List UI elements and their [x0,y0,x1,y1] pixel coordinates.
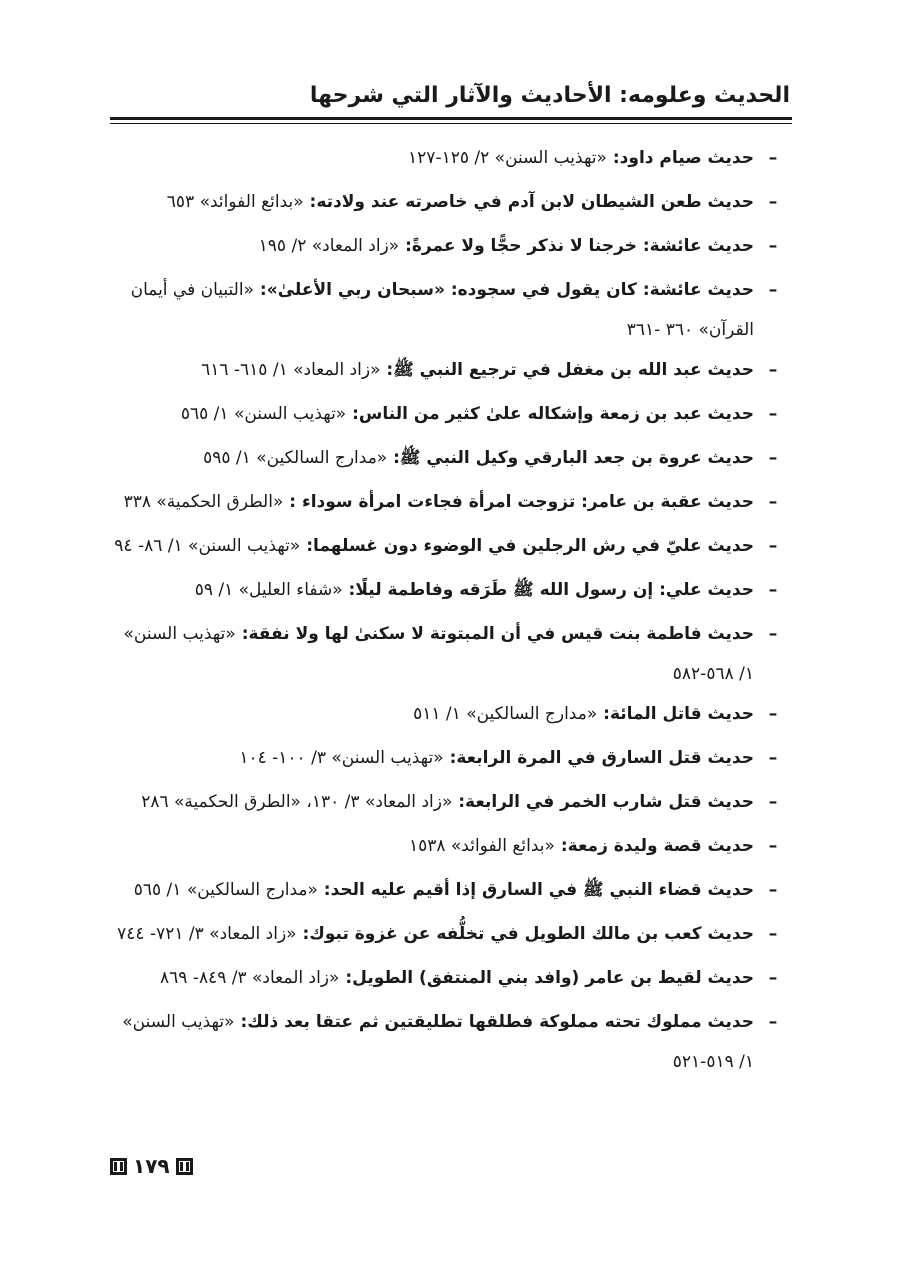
header-rule-thick [110,117,792,120]
entry-source: «تهذيب السنن» ١/ ٥١٩-٥٢١ [122,1012,754,1072]
entry-text [110,782,754,822]
entry-text [110,526,754,566]
entry-label: حديث قتل شارب الخمر في الرابعة: [452,792,754,812]
entry-source: «تهذيب السنن» ١/ ٥٦٥ [180,404,347,424]
entry-label: حديث طعن الشيطان لابن آدم في خاصرته عند ولادته: [303,192,754,212]
entry-text [110,438,754,478]
entry-text [110,694,754,734]
entry-dash: – [768,748,778,768]
entry-source: «بدائع الفوائد» ١٥٣٨ [408,836,555,856]
entry-source: «شفاء العليل» ١/ ٥٩ [194,580,343,600]
entry-label: حديث عائشة: كان يقول في سجوده: «سبحان ربي الأعلىٰ»: [254,280,754,300]
entry-text [110,958,754,998]
list-item [110,182,792,226]
list-item [110,694,792,738]
entry-dash: – [768,880,778,900]
entry-dash: – [768,704,778,724]
entry-source: «زاد المعاد» ٣/ ٧٢١- ٧٤٤ [117,924,297,944]
entry-source: «تهذيب السنن» ١/ ٥٦٨-٥٨٢ [123,624,754,684]
entry-text [110,350,754,390]
document-page [110,0,792,1272]
entry-text [110,614,754,694]
entry-dash: – [768,792,778,812]
entry-text [110,138,754,178]
entry-source: «مدارج السالكين» ١/ ٥٦٥ [133,880,318,900]
entry-dash: – [768,836,778,856]
list-item [110,482,792,526]
entry-text [110,738,754,778]
entry-text [110,870,754,910]
entry-dash: – [768,1012,778,1032]
entry-source: «زاد المعاد» ٣/ ١٣٠، «الطرق الحكمية» ٢٨٦ [141,792,453,812]
entry-label: حديث قضاء النبي ﷺ في السارق إذا أقيم عليه الحد: [317,880,754,900]
ornament-icon [176,1158,193,1175]
entry-label: حديث عليّ في رش الرجلين في الوضوء دون غسلهما: [300,536,754,556]
list-item [110,394,792,438]
entry-label: حديث عائشة: خرجنا لا نذكر حجًّا ولا عمرةً: [399,236,754,256]
hadith-index-list [110,138,792,1082]
entry-source: «زاد المعاد» ٣/ ٨٤٩- ٨٦٩ [159,968,340,988]
entry-dash: – [768,492,778,512]
list-item [110,958,792,1002]
entry-text [110,570,754,610]
entry-label: حديث علي: إن رسول الله ﷺ طَرَقه وفاطمة ليلًا: [342,580,754,600]
list-item [110,438,792,482]
entry-dash: – [768,536,778,556]
entry-label: حديث عروة بن جعد البارقي وكيل النبي ﷺ: [387,448,754,468]
list-item [110,1002,792,1082]
entry-source: «تهذيب السنن» ٣/ ١٠٠- ١٠٤ [239,748,444,768]
entry-label: حديث عبد الله بن مغفل في ترجيع النبي ﷺ: [380,360,754,380]
entry-source: «مدارج السالكين» ١/ ٥٩٥ [203,448,388,468]
entry-dash: – [768,968,778,988]
entry-text [110,394,754,434]
entry-label: حديث مملوك تحته مملوكة فطلقها تطليقتين ثم عتقا بعد ذلك: [234,1012,754,1032]
entry-text [110,270,754,350]
entry-source: «تهذيب السنن» ١/ ٨٦- ٩٤ [114,536,301,556]
entry-label: حديث فاطمة بنت قيس في أن المبتوتة لا سكنىٰ لها ولا نفقة: [235,624,754,644]
entry-source: «تهذيب السنن» ٢/ ١٢٥-١٢٧ [408,148,607,168]
list-item [110,782,792,826]
list-item [110,270,792,350]
list-item [110,826,792,870]
entry-text [110,226,754,266]
entry-dash: – [768,192,778,212]
entry-label: حديث قصة وليدة زمعة: [554,836,754,856]
entry-text [110,482,754,522]
entry-source: «التبيان في أيمان القرآن» ٣٦٠ -٣٦١ [130,280,754,340]
entry-source: «الطرق الحكمية» ٣٣٨ [123,492,284,512]
entry-label: حديث لقيط بن عامر (وافد بني المنتفق) الطويل: [339,968,754,988]
ornament-icon [110,1158,127,1175]
list-item [110,870,792,914]
list-item [110,226,792,270]
entry-dash: – [768,624,778,644]
entry-label: حديث عقبة بن عامر: تزوجت امرأة فجاءت امرأة سوداء : [283,492,754,512]
entry-source: «زاد المعاد» ٢/ ١٩٥ [258,236,400,256]
entry-label: حديث قاتل المائة: [597,704,754,724]
entry-dash: – [768,148,778,168]
page-number: ١٧٩ [133,1154,170,1178]
entry-dash: – [768,448,778,468]
entry-dash: – [768,360,778,380]
list-item [110,738,792,782]
entry-source: «بدائع الفوائد» ٦٥٣ [166,192,304,212]
entry-text [110,182,754,222]
list-item [110,614,792,694]
entry-text [110,826,754,866]
list-item [110,914,792,958]
entry-text [110,914,754,954]
list-item [110,138,792,182]
entry-label: حديث قتل السارق في المرة الرابعة: [443,748,754,768]
entry-label: حديث عبد بن زمعة وإشكاله علىٰ كثير من الناس: [346,404,754,424]
running-header [110,76,792,116]
entry-source: «مدارج السالكين» ١/ ٥١١ [413,704,598,724]
entry-dash: – [768,580,778,600]
entry-dash: – [768,924,778,944]
entry-dash: – [768,280,778,300]
entry-source: «زاد المعاد» ١/ ٦١٥- ٦١٦ [201,360,381,380]
page-footer [110,1152,193,1180]
header-rule-thin [110,123,792,124]
list-item [110,570,792,614]
entry-label: حديث صيام داود: [606,148,754,168]
list-item [110,526,792,570]
entry-dash: – [768,404,778,424]
list-item [110,350,792,394]
entry-text [110,1002,754,1082]
entry-label: حديث كعب بن مالك الطويل في تخلُّفه عن غزوة تبوك: [296,924,754,944]
entry-dash: – [768,236,778,256]
header-title: الحديث وعلومه: الأحاديث والآثار التي شرحها [309,83,790,108]
